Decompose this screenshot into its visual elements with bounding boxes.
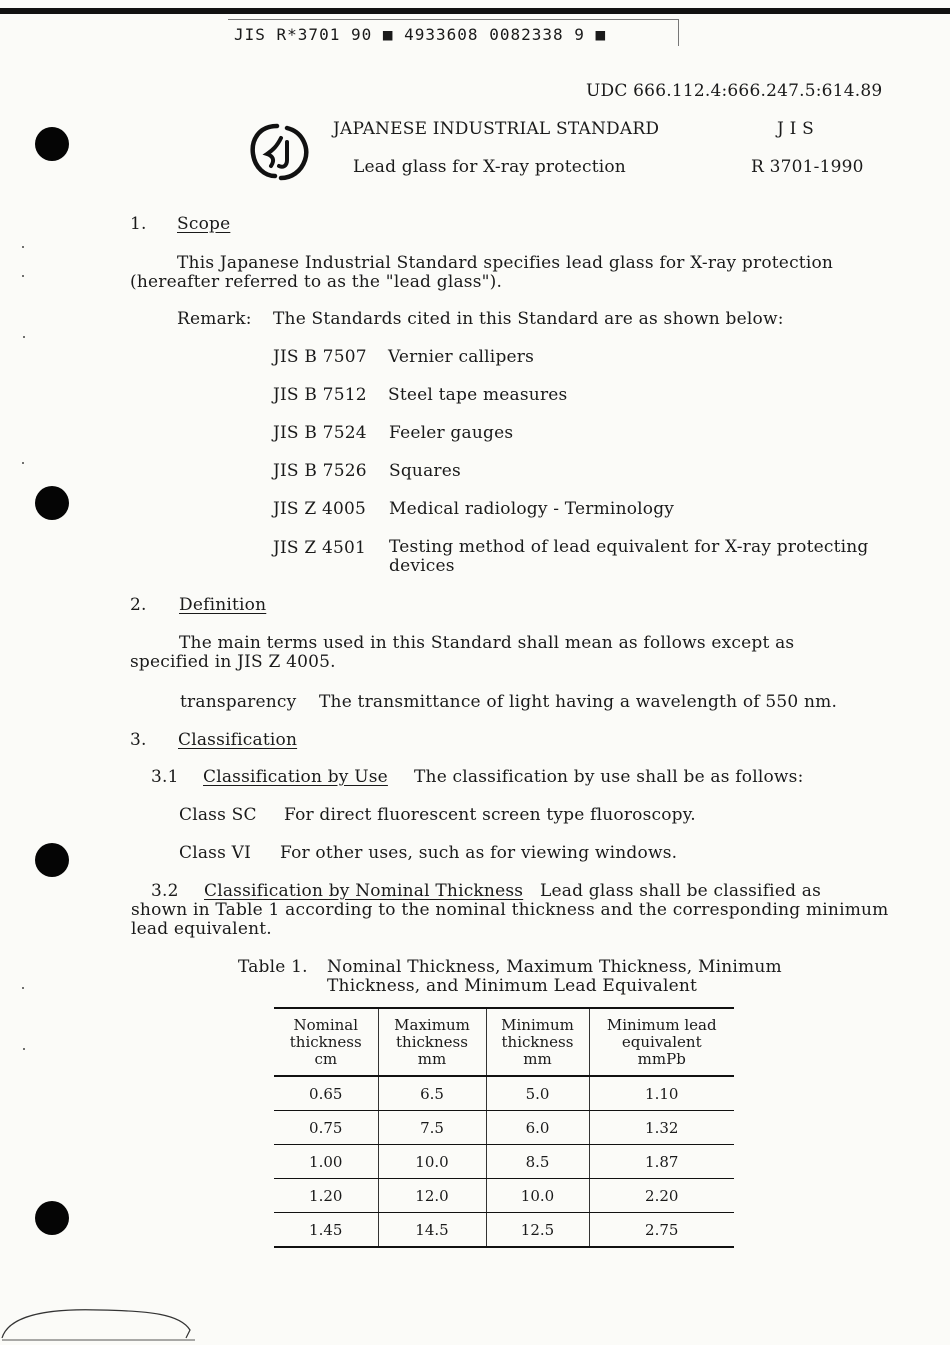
- table-caption-label: Table 1.: [238, 957, 308, 977]
- section-heading-classification: Classification: [178, 730, 298, 750]
- remark-label: Remark:: [177, 309, 252, 329]
- table-row: [274, 1111, 734, 1145]
- table-cell: 5.0: [486, 1076, 589, 1111]
- ref-code: JIS Z 4005: [273, 499, 367, 519]
- section-number: 3.: [130, 730, 147, 750]
- table-cell: 2.20: [589, 1179, 734, 1213]
- standard-number: R 3701-1990: [751, 157, 864, 177]
- scan-top-bar: [0, 8, 950, 14]
- ref-code: JIS B 7524: [273, 423, 367, 443]
- subsection-number: 3.2: [151, 881, 179, 901]
- punch-hole: [35, 843, 69, 877]
- class-description: For direct fluorescent screen type fluoroscopy.: [284, 805, 696, 825]
- table-cell: 6.0: [486, 1111, 589, 1145]
- table-cell: 0.75: [274, 1111, 378, 1145]
- scan-speck: [22, 462, 24, 464]
- subsection-heading-thickness: Classification by Nominal Thickness: [204, 881, 524, 901]
- table-row: [274, 1076, 734, 1111]
- ref-code: JIS B 7507: [273, 347, 367, 367]
- table-caption: Thickness, and Minimum Lead Equivalent: [327, 976, 698, 996]
- punch-hole: [35, 486, 69, 520]
- scan-speck: [23, 336, 25, 338]
- table-row: [274, 1145, 734, 1179]
- table-cell: 1.00: [274, 1145, 378, 1179]
- table-cell: 0.65: [274, 1076, 378, 1111]
- section-heading-scope: Scope: [177, 214, 231, 234]
- table-cell: 10.0: [486, 1179, 589, 1213]
- subsection-number: 3.1: [151, 767, 179, 787]
- jis-mark-logo: [247, 120, 313, 182]
- class-label: Class SC: [179, 805, 257, 825]
- table-header-row: [274, 1008, 734, 1076]
- section-number: 2.: [130, 595, 147, 615]
- class-description: For other uses, such as for viewing windows.: [280, 843, 678, 863]
- table-row: [274, 1179, 734, 1213]
- term-definition: The transmittance of light having a wavelength of 550 nm.: [319, 692, 838, 712]
- subsection-text: Lead glass shall be classified as: [540, 881, 822, 901]
- table-cell: 6.5: [378, 1076, 486, 1111]
- remark-text: The Standards cited in this Standard are as shown below:: [273, 309, 784, 329]
- ref-title: Vernier callipers: [388, 347, 535, 367]
- lead-glass-table: [274, 1007, 734, 1248]
- punch-hole: [35, 1201, 69, 1235]
- standard-title: Lead glass for X-ray protection: [353, 157, 626, 177]
- table-cell: 1.45: [309, 1220, 343, 1239]
- table-cell: 10.0: [378, 1145, 486, 1179]
- table-cell: 8.5: [486, 1145, 589, 1179]
- ref-title: Steel tape measures: [388, 385, 568, 405]
- ref-title: Feeler gauges: [389, 423, 514, 443]
- subsection-text: The classification by use shall be as follows:: [414, 767, 804, 787]
- table-cell: 1.87: [589, 1145, 734, 1179]
- table-cell: 1.10: [589, 1076, 734, 1111]
- table-cell: 7.5: [378, 1111, 486, 1145]
- table-cell: 1.32: [589, 1111, 734, 1145]
- ref-title: Squares: [389, 461, 461, 481]
- scope-paragraph: This Japanese Industrial Standard specifies lead glass for X-ray protection (hereafter referred to as the "lead glass").: [130, 253, 834, 292]
- udc-code: UDC 666.112.4:666.247.5:614.89: [586, 81, 883, 101]
- subsection-heading-use: Classification by Use: [203, 767, 388, 787]
- table-row: [274, 1213, 734, 1248]
- definition-paragraph: The main terms used in this Standard shall mean as follows except as specified in JIS Z 4005.: [130, 633, 795, 672]
- term: transparency: [180, 692, 297, 712]
- file-reference: JIS R*3701 90 ■ 4933608 0082338 9 ■: [234, 25, 607, 44]
- table-cell: 12.5: [486, 1213, 589, 1248]
- table-cell: 1.20: [274, 1179, 378, 1213]
- column-header: Nominal thickness cm: [274, 1008, 378, 1076]
- section-heading-definition: Definition: [179, 595, 267, 615]
- column-header: Minimum lead equivalent mmPb: [589, 1008, 734, 1076]
- scan-speck: [22, 246, 24, 248]
- subsection-text-line: lead equivalent.: [131, 919, 272, 939]
- ref-code: JIS B 7512: [273, 385, 367, 405]
- section-number: 1.: [130, 214, 147, 234]
- subsection-text-line: shown in Table 1 according to the nominal thickness and the corresponding minimum: [131, 900, 889, 920]
- ref-title: Medical radiology - Terminology: [389, 499, 675, 519]
- ref-title: Testing method of lead equivalent for X-ray protecting devices: [389, 537, 869, 576]
- table-caption: Nominal Thickness, Maximum Thickness, Minimum: [327, 957, 782, 977]
- table-cell: 14.5: [378, 1213, 486, 1248]
- scan-speck: [22, 987, 24, 989]
- ref-code: JIS B 7526: [273, 461, 367, 481]
- scan-speck: [22, 275, 24, 277]
- column-header: Minimum thickness mm: [486, 1008, 589, 1076]
- scan-speck: [23, 1048, 25, 1050]
- column-header: Maximum thickness mm: [378, 1008, 486, 1076]
- punch-hole: [35, 127, 69, 161]
- jis-label: J I S: [777, 119, 814, 139]
- scan-curl-artifact: [0, 1300, 200, 1345]
- ref-code: JIS Z 4501: [273, 538, 367, 558]
- table-cell: 2.75: [589, 1213, 734, 1248]
- table-cell: 12.0: [378, 1179, 486, 1213]
- standard-org: JAPANESE INDUSTRIAL STANDARD: [333, 119, 660, 139]
- class-label: Class VI: [179, 843, 252, 863]
